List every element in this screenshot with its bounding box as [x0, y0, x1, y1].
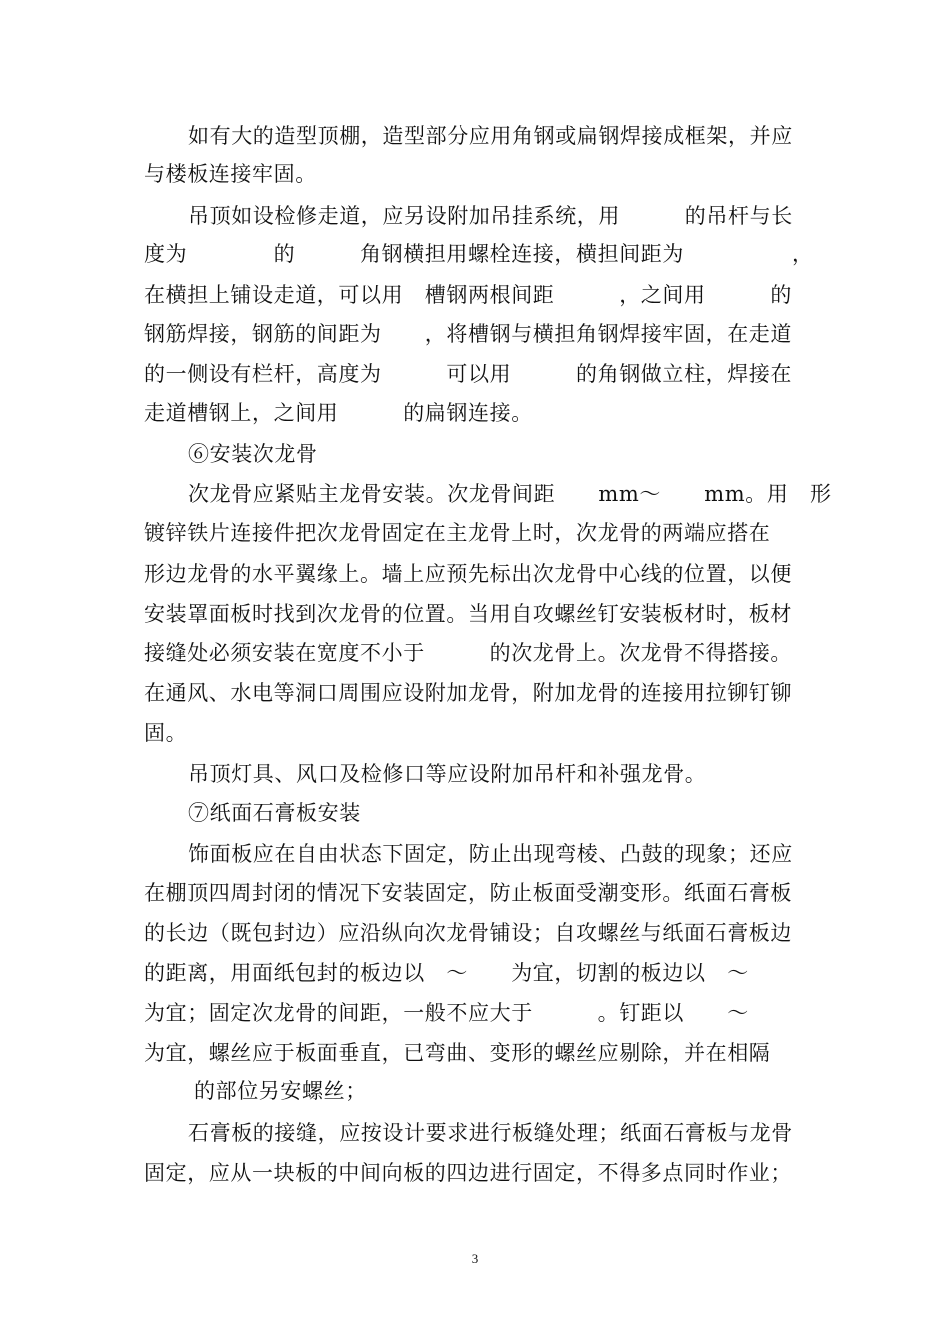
text-line: 饰面板应在自由状态下固定，防止出现弯棱、凸鼓的现象；还应 — [188, 842, 793, 866]
text-line: 石膏板的接缝，应按设计要求进行板缝处理；纸面石膏板与龙骨 — [188, 1121, 793, 1145]
text-line: 固。 — [144, 721, 188, 745]
text-line: 的部位另安螺丝； — [194, 1079, 367, 1103]
page-number: 3 — [471, 1251, 479, 1266]
text-line: 形边龙骨的水平翼缘上。墙上应预先标出次龙骨中心线的位置，以便 — [144, 562, 792, 586]
text-line: 安装罩面板时找到次龙骨的位置。当用自攻螺丝钉安装板材时，板材 — [144, 602, 792, 626]
text-line: 的长边（既包封边）应沿纵向次龙骨铺设；自攻螺丝与纸面石膏板边 — [144, 921, 792, 945]
text-line: 吊顶如设检修走道，应另设附加吊挂系统，用 的吊杆与长 — [188, 204, 793, 228]
section-heading: ⑦纸面石膏板安装 — [188, 801, 361, 825]
section-heading: ⑥安装次龙骨 — [188, 442, 318, 466]
text-line: 吊顶灯具、风口及检修口等应设附加吊杆和补强龙骨。 — [188, 762, 707, 786]
text-line: 为宜；固定次龙骨的间距，一般不应大于 。钉距以 ～ — [144, 1001, 749, 1025]
text-line: 为宜，螺丝应于板面垂直，已弯曲、变形的螺丝应剔除，并在相隔 — [144, 1041, 771, 1065]
text-line: 固定，应从一块板的中间向板的四边进行固定，不得多点同时作业； — [144, 1161, 792, 1185]
text-line: 接缝处必须安装在宽度不小于 的次龙骨上。次龙骨不得搭接。 — [144, 641, 792, 665]
text-line: 走道槽钢上，之间用 的扁钢连接。 — [144, 401, 533, 425]
text-line: 钢筋焊接，钢筋的间距为 ，将槽钢与横担角钢焊接牢固，在走道 — [144, 322, 792, 346]
text-line: 次龙骨应紧贴主龙骨安装。次龙骨间距 mm～ mm。用 形 — [188, 482, 832, 506]
text-line: 在横担上铺设走道，可以用 槽钢两根间距 ，之间用 的 — [144, 283, 792, 307]
text-line: 在棚顶四周封闭的情况下安装固定，防止板面受潮变形。纸面石膏板 — [144, 881, 792, 905]
text-line: 镀锌铁片连接件把次龙骨固定在主龙骨上时，次龙骨的两端应搭在 — [144, 521, 771, 545]
text-line: 与楼板连接牢固。 — [144, 162, 317, 186]
text-line: 在通风、水电等洞口周围应设附加龙骨，附加龙骨的连接用拉铆钉铆 — [144, 681, 792, 705]
text-line: 度为 的 角钢横担用螺栓连接，横担间距为 ， — [144, 242, 814, 266]
text-line: 的一侧设有栏杆，高度为 可以用 的角钢做立柱，焊接在 — [144, 362, 792, 386]
text-line: 的距离，用面纸包封的板边以 ～ 为宜，切割的板边以 ～ — [144, 961, 749, 985]
text-line: 如有大的造型顶棚，造型部分应用角钢或扁钢焊接成框架，并应 — [188, 124, 793, 148]
